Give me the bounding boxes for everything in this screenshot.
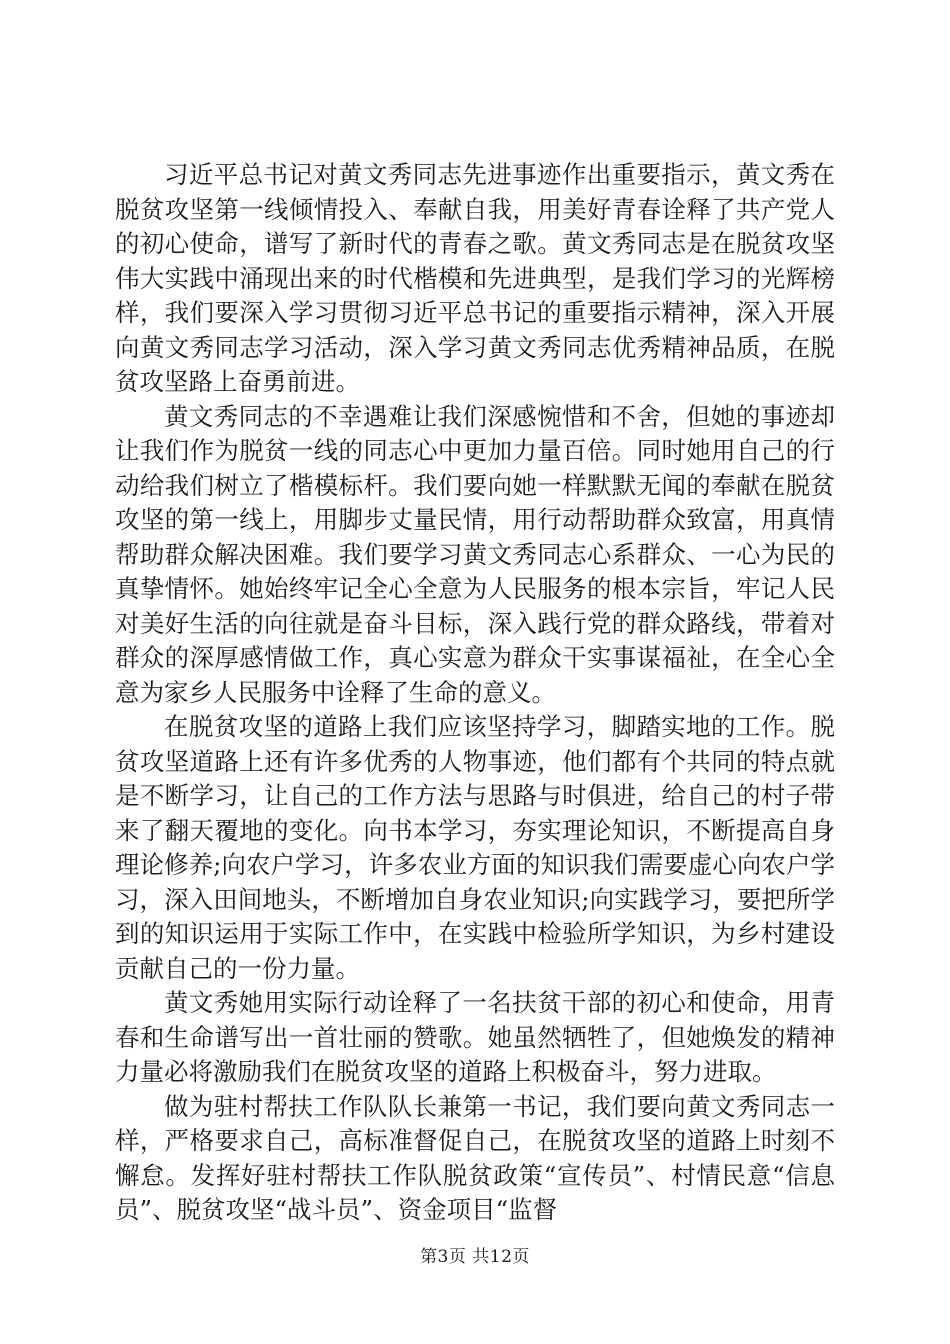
paragraph-3: 在脱贫攻坚的道路上我们应该坚持学习，脚踏实地的工作。脱贫攻坚道路上还有许多优秀的人物事迹，他们都有个共同的特点就是不断学习，让自己的工作方法与思路与时俱进，给自己的村子带来了翻天覆地的变化。向书本学习，夯实理论知识，不断提高自身理论修养;向农户学习，许多农业方面的知识我们需要虚心向农户学习，深入田间地头，不断增加自身农业知识;向实践学习，要把所学到的知识运用于实际工作中，在实践中检验所学知识，为乡村建设贡献自己的一份力量。 <box>115 712 835 983</box>
paragraph-4: 黄文秀她用实际行动诠释了一名扶贫干部的初心和使命，用青春和生命谱写出一首壮丽的赞歌。她虽然牺牲了，但她焕发的精神力量必将激励我们在脱贫攻坚的道路上积极奋斗，努力进取。 <box>115 988 835 1086</box>
paragraph-1: 习近平总书记对黄文秀同志先进事迹作出重要指示，黄文秀在脱贫攻坚第一线倾情投入、奉献自我，用美好青春诠释了共产党人的初心使命，谱写了新时代的青春之歌。黄文秀同志是在脱贫攻坚伟大实践中涌现出来的时代楷模和先进典型，是我们学习的光辉榜样，我们要深入学习贯彻习近平总书记的重要指示精神，深入开展向黄文秀同志学习活动，深入学习黄文秀同志优秀精神品质，在脱贫攻坚路上奋勇前进。 <box>115 160 835 396</box>
document-body <box>115 158 835 1228</box>
paragraph-2: 黄文秀同志的不幸遇难让我们深感惋惜和不舍，但她的事迹却让我们作为脱贫一线的同志心中更加力量百倍。同时她用自己的行动给我们树立了楷模标杆。我们要向她一样默默无闻的奉献在脱贫攻坚的第一线上，用脚步丈量民情，用行动帮助群众致富，用真情帮助群众解决困难。我们要学习黄文秀同志心系群众、一心为民的真挚情怀。她始终牢记全心全意为人民服务的根本宗旨，牢记人民对美好生活的向往就是奋斗目标，深入践行党的群众路线，带着对群众的深厚感情做工作，真心实意为群众干实事谋福祉，在全心全意为家乡人民服务中诠释了生命的意义。 <box>115 401 835 707</box>
paragraph-5: 做为驻村帮扶工作队队长兼第一书记，我们要向黄文秀同志一样，严格要求自己，高标准督促自己，在脱贫攻坚的道路上时刻不懈怠。发挥好驻村帮扶工作队脱贫政策“宣传员”、村情民意“信息员”、脱贫攻坚“战斗员”、资金项目“监督 <box>115 1091 835 1224</box>
page-number-footer: 第3页 共12页 <box>420 1247 530 1267</box>
